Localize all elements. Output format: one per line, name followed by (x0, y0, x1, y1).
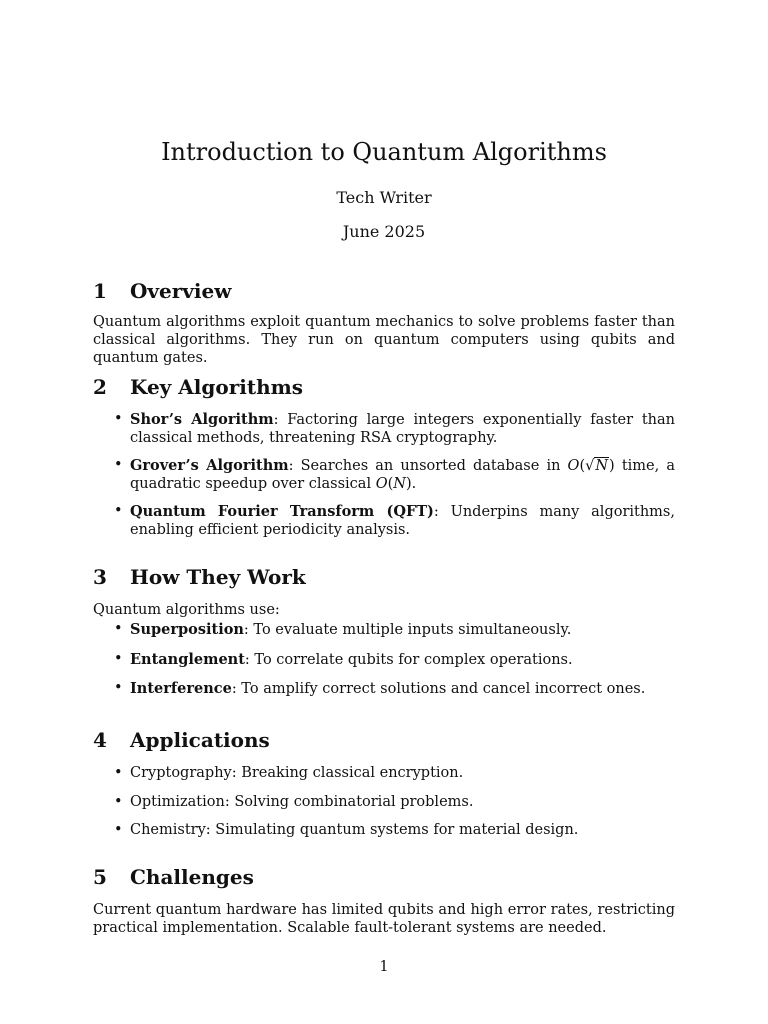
item-text: Optimization: Solving combinatorial problems. (130, 793, 474, 810)
item-text: : To correlate qubits for complex operations. (244, 651, 573, 668)
bullet-icon: • (114, 457, 123, 473)
item-term: Quantum Fourier Transform (QFT) (130, 503, 434, 520)
section-paragraph: Current quantum hardware has limited qubits and high error rates, restricting practical implementation. Scalable fault-tolerant systems are needed. (93, 902, 675, 936)
section-title: Applications (130, 728, 270, 752)
math-big-o: O (567, 458, 580, 474)
item-text: : Underpins many algorithms, enabling efficient periodicity analysis. (130, 504, 675, 538)
bullet-icon: • (114, 650, 123, 667)
section-number: 1 (93, 279, 107, 303)
list-item (93, 794, 675, 812)
item-text: : Searches an unsorted database in (288, 458, 568, 474)
list-item (93, 621, 675, 640)
bullet-icon: • (114, 503, 123, 519)
section-title: Key Algorithms (130, 375, 304, 399)
section-number: 5 (93, 865, 107, 889)
section-key-algorithms (93, 374, 675, 539)
item-term: Entanglement (130, 650, 245, 668)
algorithm-list (93, 411, 675, 539)
bullet-icon: • (114, 411, 123, 427)
section-heading (93, 564, 675, 590)
item-text: : To amplify correct solutions and cancel incorrect ones. (231, 681, 646, 697)
document-date: June 2025 (342, 222, 426, 241)
item-term: Shor’s Algorithm (130, 411, 274, 428)
section-heading (93, 864, 675, 890)
item-text: : Factoring large integers exponentially faster than classical methods, threatening RSA cryptography. (130, 412, 675, 446)
section-title: How They Work (130, 565, 306, 589)
section-overview (93, 278, 675, 367)
item-text: time, a quadratic speedup over classical (130, 458, 675, 492)
math-big-o: O (375, 475, 388, 492)
document-title: Introduction to Quantum Algorithms (161, 138, 607, 166)
application-list (93, 765, 675, 840)
list-item (93, 651, 675, 670)
item-text: : To evaluate multiple inputs simultaneously. (243, 622, 572, 638)
document-author: Tech Writer (336, 188, 432, 207)
item-text: Cryptography: Breaking classical encryption. (130, 765, 464, 781)
item-term: Grover’s Algorithm (130, 457, 289, 474)
list-item (93, 503, 675, 539)
list-item (93, 765, 675, 783)
list-item (93, 680, 675, 699)
section-title: Overview (130, 279, 232, 303)
section-heading (93, 374, 675, 400)
list-item: • Grover’s Algorithm: Searches an unsorted database in O(√N) time, a quadratic speedup over classical O(N). (114, 457, 675, 492)
bullet-icon: • (114, 621, 123, 637)
technique-list (93, 621, 675, 699)
bullet-icon: • (114, 765, 123, 781)
section-paragraph: Quantum algorithms use: (93, 602, 280, 618)
item-term: Interference (130, 680, 232, 697)
section-number: 2 (93, 375, 107, 399)
page-number: 1 (379, 959, 389, 975)
section-heading (93, 727, 675, 753)
item-term: Superposition (130, 621, 244, 638)
bullet-icon: • (114, 793, 123, 810)
section-paragraph: Quantum algorithms exploit quantum mechanics to solve problems faster than classical algorithms. They run on quantum computers using qubits and quantum gates. (93, 314, 675, 366)
list-item (93, 822, 675, 840)
math-sqrt: (√N) (579, 458, 615, 474)
bullet-icon: • (114, 822, 123, 838)
math-argument: N (393, 475, 406, 492)
bullet-icon: • (114, 680, 123, 696)
item-text: . (411, 475, 417, 492)
section-title: Challenges (130, 865, 254, 889)
section-number: 4 (93, 728, 107, 752)
list-item (93, 411, 675, 447)
section-number: 3 (93, 565, 107, 589)
section-applications (93, 727, 675, 840)
section-how-they-work (93, 564, 675, 699)
section-challenges (93, 864, 675, 937)
math-sqrt-argument: N (595, 458, 609, 474)
section-heading (93, 278, 675, 304)
item-text: Chemistry: Simulating quantum systems for material design. (130, 822, 579, 838)
